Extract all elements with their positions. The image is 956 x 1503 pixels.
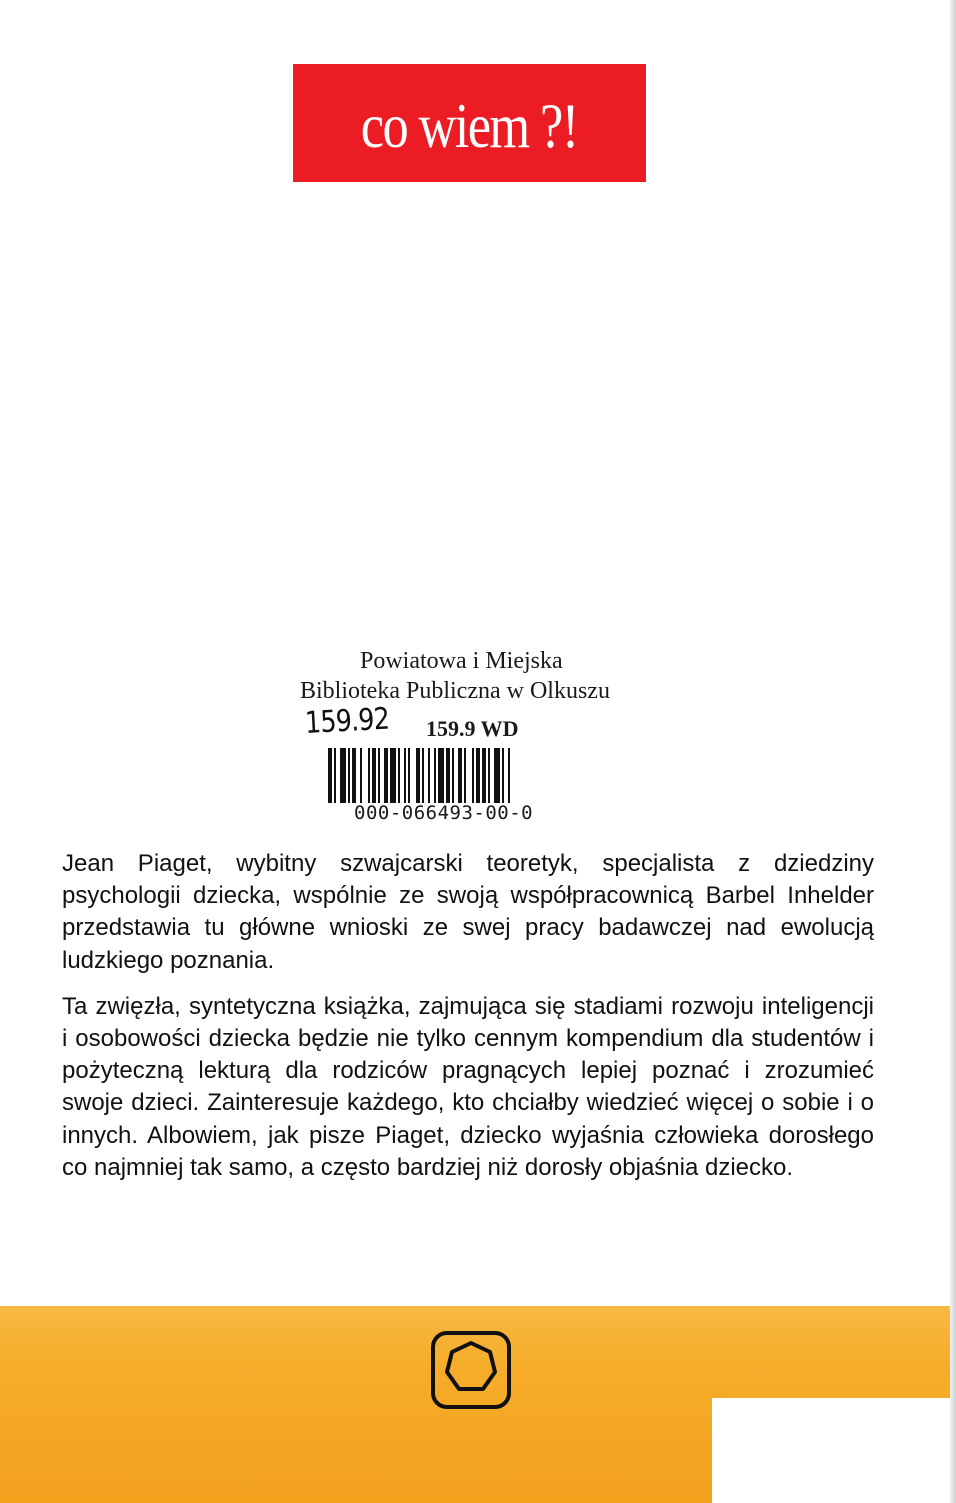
library-name-line1: Powiatowa i Miejska (360, 648, 563, 674)
barcode-bar (508, 748, 510, 803)
library-name-line2: Biblioteka Publiczna w Olkuszu (300, 678, 610, 704)
barcode-bar (482, 748, 486, 803)
barcode-bar (340, 748, 346, 803)
page-edge (950, 0, 956, 1503)
barcode-bar (398, 748, 400, 803)
description-paragraph-1: Jean Piaget, wybitny szwajcarski teoretyk, specjalista z dziedziny psychologii dziecka, wspólnie ze swoją współpracownicą Barbel Inhelder przedstawia tu główne wnioski ze swej pracy badawczej nad ewolucją ludzkiego poznania. (62, 850, 874, 974)
barcode-bar (476, 748, 480, 803)
series-logo-text: co wiem ?! (361, 90, 578, 161)
back-cover-description (62, 848, 874, 1198)
barcode-bar (428, 748, 430, 803)
barcode-bar (404, 748, 406, 803)
barcode-bar (458, 748, 462, 803)
barcode (328, 748, 580, 803)
barcode-bar (446, 748, 450, 803)
barcode-bar (378, 748, 380, 803)
barcode-bar (390, 748, 396, 803)
description-paragraph-2: Ta zwięzła, syntetyczna książka, zajmująca się stadiami rozwoju inteligencji i osobowości dziecka będzie nie tylko cennym kompendium dla studentów i pożyteczną lekturą dla rodziców pragnących lepiej poznać i zrozumieć swoje dzieci. Zainteresuje każdego, kto chciałby wiedzieć więcej o sobie i o innych. Albowiem, jak pisze Piaget, dziecko wyjaśnia człowieka dorosłego co najmniej tak samo, a często bardziej niż dorosły objaśnia dziecko. (62, 992, 874, 1181)
barcode-bar (360, 748, 362, 803)
heptagon-logo-icon (430, 1330, 512, 1410)
barcode-bar (434, 748, 436, 803)
label-sticker (712, 1398, 950, 1503)
barcode-bar (328, 748, 332, 803)
barcode-bar (438, 748, 444, 803)
barcode-bar (384, 748, 388, 803)
barcode-bar (334, 748, 336, 803)
series-logo (293, 64, 646, 182)
barcode-bar (488, 748, 490, 803)
barcode-bar (422, 748, 424, 803)
call-number: 159.9 WD (426, 716, 519, 741)
barcode-bar (348, 748, 350, 803)
barcode-bar (472, 748, 474, 803)
handwritten-number: 159.92 (304, 701, 390, 741)
library-stamp (300, 648, 670, 838)
barcode-bar (408, 748, 410, 803)
barcode-bar (416, 748, 420, 803)
barcode-number: 000-066493-00-0 (354, 802, 534, 824)
barcode-bar (368, 748, 370, 803)
barcode-bar (494, 748, 500, 803)
barcode-bar (502, 748, 504, 803)
barcode-bar (464, 748, 466, 803)
barcode-bar (372, 748, 376, 803)
barcode-bar (352, 748, 356, 803)
barcode-bar (452, 748, 454, 803)
